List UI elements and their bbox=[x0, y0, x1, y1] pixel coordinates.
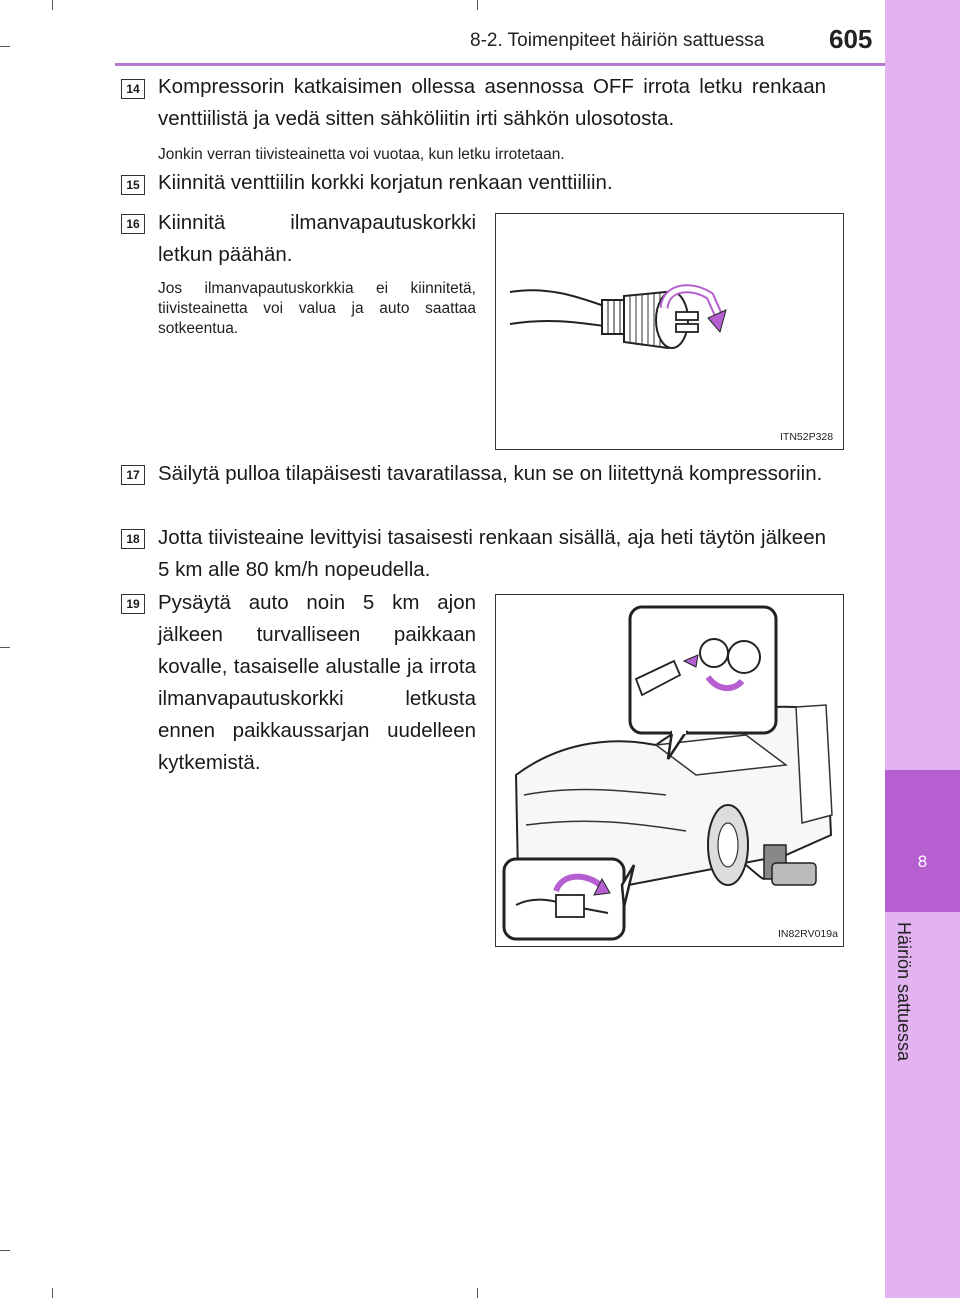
step-number-badge: 14 bbox=[121, 79, 145, 99]
step-text: Säilytä pulloa tilapäisesti tavaratilassa, kun se on liitettynä kompressoriin. bbox=[158, 462, 823, 485]
step-note: Jos ilmanvapautuskorkkia ei kiinnitetä, tiivisteainetta voi valua ja auto saattaa sotkeentua. bbox=[158, 280, 476, 337]
hose-cap-illustration bbox=[496, 214, 843, 449]
step-text: Jotta tiivisteaine levittyisi tasaisesti renkaan sisällä, aja heti täytön jälkeen 5 km alle 80 km/h nopeudella. bbox=[158, 526, 826, 581]
step-text: Pysäytä auto noin 5 km ajon jälkeen turvalliseen paikkaan kovalle, tasaiselle alustalle ja irrota ilmanvapautuskorkki letkusta ennen paikkaussarjan uudelleen kytkemistä. bbox=[158, 591, 476, 774]
crop-mark bbox=[0, 647, 10, 648]
step-number-badge: 17 bbox=[121, 465, 145, 485]
figure-code: ITN52P328 bbox=[780, 431, 834, 443]
crop-mark bbox=[52, 0, 53, 10]
section-title: 8-2. Toimenpiteet häiriön sattuessa bbox=[470, 30, 765, 51]
step-note: Jonkin verran tiivisteainetta voi vuotaa, kun letku irrotetaan. bbox=[158, 146, 565, 163]
figure-car-repair-kit bbox=[495, 594, 844, 947]
crop-mark bbox=[0, 1250, 10, 1251]
step-number-badge: 18 bbox=[121, 529, 145, 549]
page-number: 605 bbox=[829, 24, 873, 54]
crop-mark bbox=[0, 46, 10, 47]
car-repair-illustration bbox=[496, 595, 843, 946]
step-text: Kiinnitä venttiilin korkki korjatun renkaan venttiiliin. bbox=[158, 171, 613, 194]
chapter-name bbox=[893, 922, 917, 1082]
chapter-tab bbox=[885, 770, 960, 912]
step-number-badge: 19 bbox=[121, 594, 145, 614]
step-text: Kiinnitä ilmanvapautuskorkki letkun päähän. bbox=[158, 211, 476, 266]
crop-mark bbox=[477, 0, 478, 10]
step-number-badge: 15 bbox=[121, 175, 145, 195]
crop-mark bbox=[477, 1288, 478, 1298]
chapter-name-label: Häiriön sattuessa bbox=[894, 922, 914, 1062]
step-text: Kompressorin katkaisimen ollessa asennossa OFF irrota letku renkaan venttiilistä ja vedä sitten sähköliitin irti sähkön ulosotosta. bbox=[158, 75, 826, 130]
step-number-badge: 16 bbox=[121, 214, 145, 234]
chapter-number: 8 bbox=[917, 852, 928, 871]
header-divider bbox=[115, 63, 885, 66]
figure-code: IN82RV019a bbox=[778, 928, 838, 940]
chapter-sidebar bbox=[885, 0, 960, 1298]
crop-mark bbox=[52, 1288, 53, 1298]
figure-hose-cap bbox=[495, 213, 844, 450]
